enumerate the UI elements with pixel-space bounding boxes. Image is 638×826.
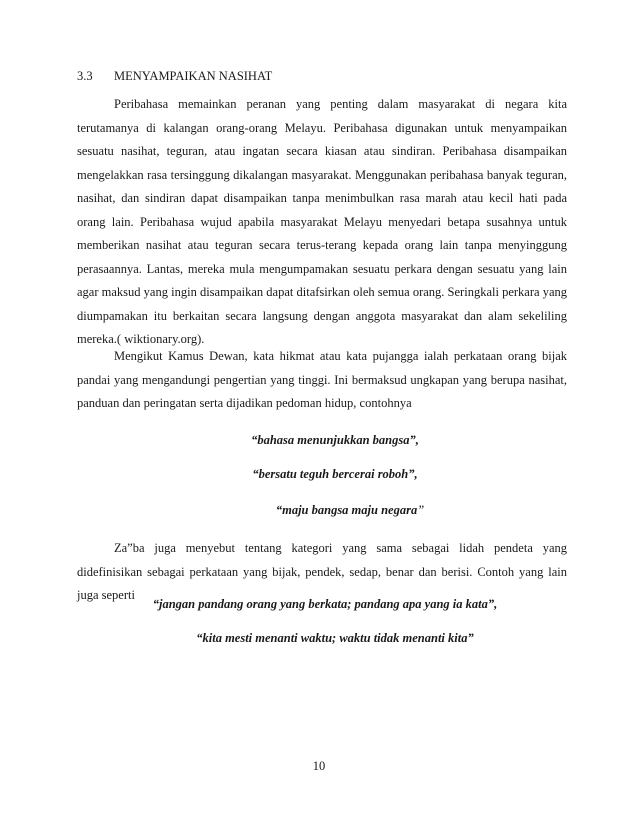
section-heading [77,69,272,84]
paragraph-kamus-dewan: Mengikut Kamus Dewan, kata hikmat atau kata pujangga ialah perkataan orang bijak pandai yang mengandungi pengertian yang tinggi. Ini bermaksud ungkapan yang berupa nasihat, panduan dan peringatan serta dijadikan pedoman hidup, contohnya [77,349,567,410]
quote-maju-bangsa [105,503,595,518]
quote-jangan-pandang-orang: “jangan pandang orang yang berkata; pandang apa yang ia kata”, [152,597,498,611]
quote-bahasa-menunjukkan-bangsa: “bahasa menunjukkan bangsa”, [251,433,419,447]
paragraph-zaba: Za”ba juga menyebut tentang kategori yang sama sebagai lidah pendeta yang didefinisikan sebagai perkataan yang bijak, pendek, sedap, benar dan berisi. Contoh yang lain juga seperti [77,541,567,602]
quote-bersatu-teguh: “bersatu teguh bercerai roboh”, [252,467,418,481]
section-number: 3.3 [77,69,93,83]
paragraph-peribahasa: Peribahasa memainkan peranan yang penting dalam masyarakat di negara kita terutamanya di kalangan orang-orang Melayu. Peribahasa digunakan untuk menyampaikan sesuatu nasihat, teguran, atau ingatan secara kiasan atau sindiran. Peribahasa disampaikan mengelakkan rasa tersinggung dikalangan masyarakat. Menggunakan peribahasa banyak teguran, nasihat, dan sindiran dapat disampaikan tanpa menimbulkan rasa marah atau kecil hati pada orang lain. Peribahasa wujud apabila masyarakat Melayu menyedari betapa susahnya untuk memberikan nasihat atau teguran secara terus-terang kepada orang lain tanpa menyinggung perasaannya. Lantas, mereka mula mengumpamakan sesuatu perkara dengan sesuatu yang lain agar maksud yang ingin disampaikan dapat ditafsirkan oleh semua orang. Seringkali perkara yang diumpamakan itu berkaitan secara langsung dengan anggota masyarakat dan alam sekeliling mereka.( wiktionary.org). [77,97,567,346]
quote-maju-bangsa-closing-mark: ” [417,503,425,517]
quote-maju-bangsa-text: “maju bangsa maju negara [275,503,418,517]
quote-kita-mesti-menanti: “kita mesti menanti waktu; waktu tidak menanti kita” [196,631,474,645]
page-number: 10 [312,759,326,773]
section-title: MENYAMPAIKAN NASIHAT [114,69,273,83]
